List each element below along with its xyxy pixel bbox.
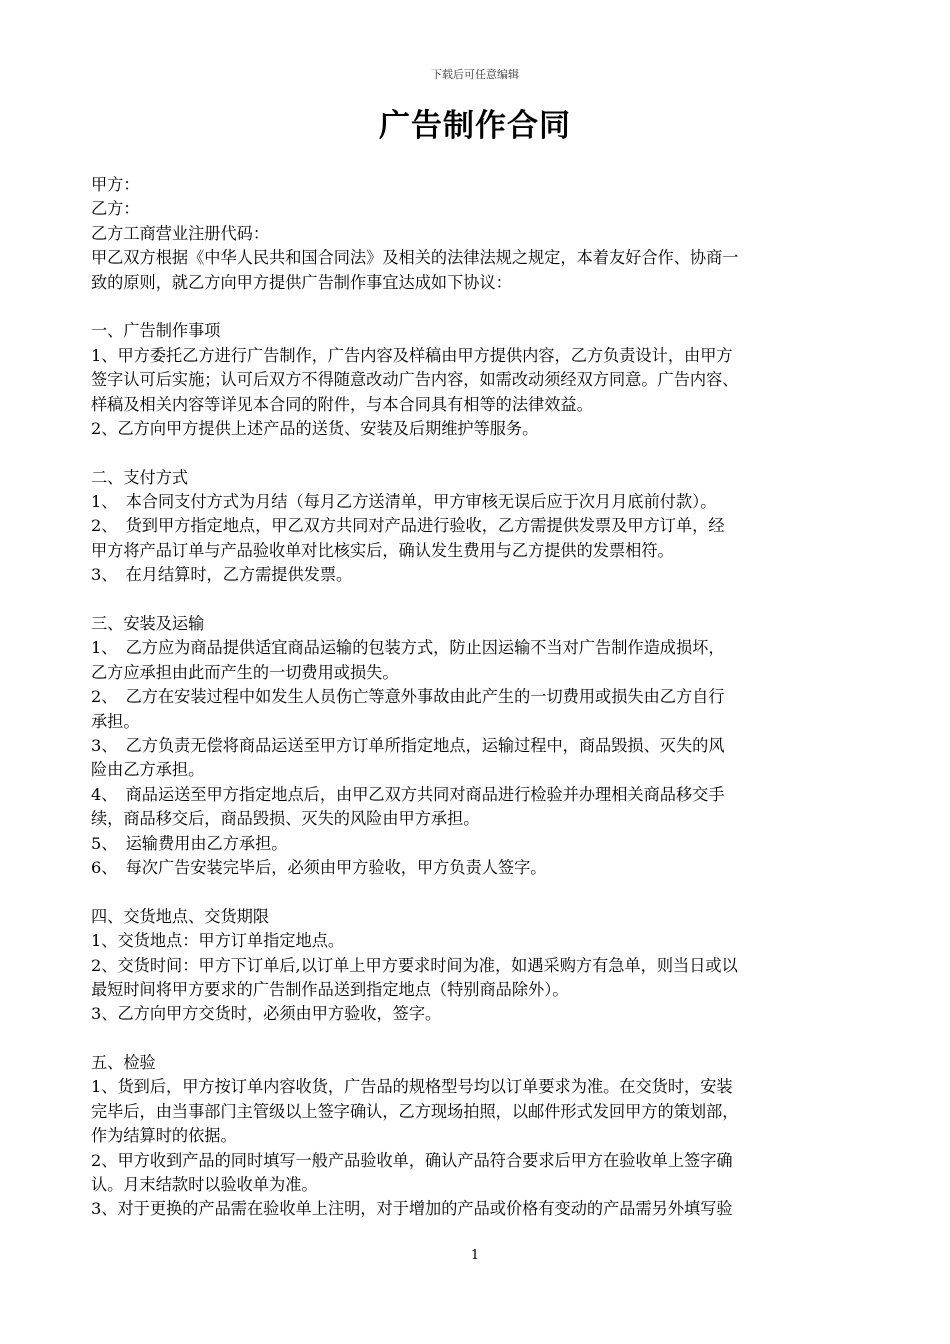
- clause-line: 1、 本合同支付方式为月结（每月乙方送清单，甲方审核无误后应于次月月底前付款）。: [91, 492, 717, 512]
- header-note: 下载后可任意编辑: [431, 68, 519, 81]
- clause-line: 1、交货地点：甲方订单指定地点。: [91, 931, 345, 951]
- clause-line: 承担。: [91, 711, 140, 731]
- clause-line: 2、 乙方在安装过程中如发生人员伤亡等意外事故由此产生的一切费用或损失由乙方自行: [91, 687, 725, 707]
- clause-line: 续，商品移交后，商品毁损、灭失的风险由甲方承担。: [91, 809, 480, 829]
- section-heading: 一、广告制作事项: [91, 321, 221, 341]
- document-title: 广告制作合同: [379, 108, 571, 144]
- clause-line: 3、 乙方负责无偿将商品运送至甲方订单所指定地点，运输过程中，商品毁损、灭失的风: [91, 735, 725, 755]
- paragraph-spacer: [91, 295, 851, 319]
- party-b-registration-line: 乙方工商营业注册代码：: [91, 223, 270, 243]
- clause-line: 2、 货到甲方指定地点，甲乙双方共同对产品进行验收，乙方需提供发票及甲方订单，经: [91, 516, 725, 536]
- section-heading: 四、交货地点、交货期限: [91, 906, 270, 926]
- clause-line: 1、货到后，甲方按订单内容收货，广告品的规格型号均以订单要求为准。在交货时，安装: [91, 1077, 733, 1097]
- clause-line: 完毕后，由当事部门主管级以上签字确认，乙方现场拍照，以邮件形式发回甲方的策划部，: [91, 1101, 739, 1121]
- paragraph-spacer: [91, 880, 851, 904]
- party-a-line: 甲方：: [91, 175, 140, 194]
- clause-line: 3、 在月结算时，乙方需提供发票。: [91, 565, 353, 585]
- clause-line: 6、 每次广告安装完毕后，必须由甲方验收，甲方负责人签字。: [91, 857, 547, 877]
- contract-body: [91, 173, 851, 1222]
- clause-line: 2、甲方收到产品的同时填写一般产品验收单，确认产品符合要求后甲方在验收单上签字确: [91, 1150, 733, 1170]
- section-heading: 三、安装及运输: [91, 614, 205, 634]
- preamble-line: 致的原则，就乙方向甲方提供广告制作事宜达成如下协议：: [91, 272, 512, 292]
- preamble-line: 甲乙双方根据《中华人民共和国合同法》及相关的法律法规之规定，本着友好合作、协商一: [91, 248, 739, 268]
- clause-line: 3、对于更换的产品需在验收单上注明，对于增加的产品或价格有变动的产品需另外填写验: [91, 1199, 733, 1219]
- clause-line: 甲方将产品订单与产品验收单对比核实后，确认发生费用与乙方提供的发票相符。: [91, 540, 674, 560]
- clause-line: 2、交货时间：甲方下订单后,以订单上甲方要求时间为准，如遇采购方有急单，则当日或以: [91, 955, 738, 975]
- clause-line: 作为结算时的依据。: [91, 1126, 237, 1146]
- clause-line: 最短时间将甲方要求的广告制作品送到指定地点（特别商品除外）。: [91, 979, 569, 999]
- clause-line: 签字认可后实施；认可后双方不得随意改动广告内容，如需改动须经双方同意。广告内容、: [91, 370, 739, 390]
- clause-line: 1、 乙方应为商品提供适宜商品运输的包装方式，防止因运输不当对广告制作造成损坏，: [91, 638, 725, 658]
- party-b-line: 乙方：: [91, 199, 140, 219]
- clause-line: 样稿及相关内容等详见本合同的附件，与本合同具有相等的法律效益。: [91, 394, 593, 414]
- section-heading: 五、检验: [91, 1053, 156, 1073]
- clause-line: 4、 商品运送至甲方指定地点后，由甲乙双方共同对商品进行检验并办理相关商品移交手: [91, 784, 725, 804]
- section-heading: 二、支付方式: [91, 467, 189, 487]
- clause-line: 1、甲方委托乙方进行广告制作，广告内容及样稿由甲方提供内容，乙方负责设计，由甲方: [91, 345, 733, 365]
- paragraph-spacer: [91, 1027, 851, 1051]
- clause-line: 险由乙方承担。: [91, 760, 205, 780]
- clause-line: 5、 运输费用由乙方承担。: [91, 833, 288, 853]
- paragraph-spacer: [91, 588, 851, 612]
- clause-line: 乙方应承担由此而产生的一切费用或损失。: [91, 662, 399, 682]
- clause-line: 3、乙方向甲方交货时，必须由甲方验收，签字。: [91, 1004, 442, 1024]
- clause-line: 2、乙方向甲方提供上述产品的送货、安装及后期维护等服务。: [91, 418, 539, 438]
- paragraph-spacer: [91, 441, 851, 465]
- page-number: 1: [470, 1248, 480, 1263]
- clause-line: 认。月末结款时以验收单为准。: [91, 1175, 318, 1195]
